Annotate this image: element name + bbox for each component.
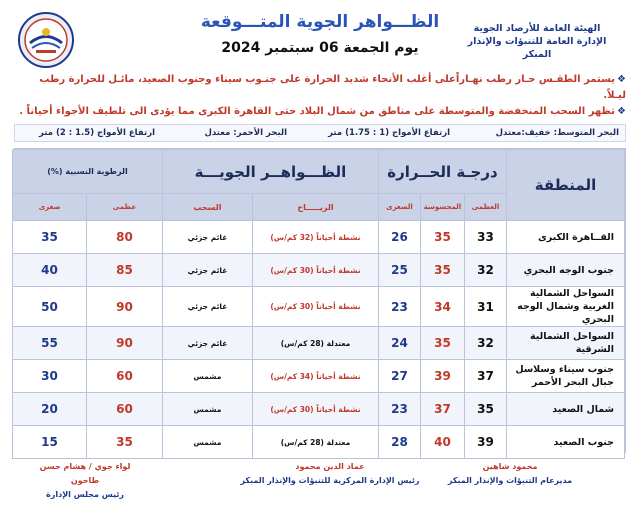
table-row <box>12 393 624 426</box>
humidity-min-cell: 20 <box>12 393 86 426</box>
footer-signatures <box>0 456 640 506</box>
bullet-icon: ❖ <box>617 106 626 117</box>
header <box>0 0 640 70</box>
clouds-header: السحب <box>162 194 252 221</box>
wind-cell: معتدلة (28 كم/س) <box>252 327 378 360</box>
signature-central-head <box>240 460 420 488</box>
page-title: الظـــواهر الجوية المتـــوقعة <box>200 12 440 32</box>
temp-min-cell: 27 <box>378 360 420 393</box>
clouds-cell: مشمس <box>162 360 252 393</box>
clouds-cell: مشمس <box>162 426 252 459</box>
temp-feels-cell: 35 <box>421 254 465 287</box>
forecast-rows <box>12 221 624 459</box>
wind-cell: نشطة أحياناً (30 كم/س) <box>252 287 378 327</box>
temp-max-cell: 31 <box>465 287 507 327</box>
humidity-min-cell: 55 <box>12 327 86 360</box>
signature-title: رئيس مجلس الإدارة <box>46 490 124 499</box>
humidity-min-cell: 30 <box>12 360 86 393</box>
summary-line-2 <box>14 104 626 120</box>
humidity-max-cell: 90 <box>86 327 162 360</box>
humidity-max-cell: 90 <box>86 287 162 327</box>
temp-max-cell: 35 <box>465 393 507 426</box>
clouds-cell: مشمس <box>162 393 252 426</box>
region-cell: السواحل الشمالية الغربية وشمال الوجه البحري <box>507 287 625 327</box>
temp-min-header: الصغرى <box>378 194 420 221</box>
region-header: المنطقة <box>507 150 625 221</box>
humidity-header: الرطوبة النسبية (%) <box>12 150 162 194</box>
humidity-min-cell: 50 <box>12 287 86 327</box>
temp-min-cell: 24 <box>378 327 420 360</box>
region-cell: القــاهرة الكبرى <box>507 221 625 254</box>
signature-name: محمود شاهين <box>482 462 538 471</box>
wind-cell: معتدلة (28 كم/س) <box>252 426 378 459</box>
region-cell: جنوب سيناء وسلاسل جبال البحر الأحمر <box>507 360 625 393</box>
humidity-min-cell: 35 <box>12 221 86 254</box>
signature-title: مديرعام التنبؤات والإنذار المبكر <box>447 476 573 485</box>
humidity-max-cell: 60 <box>86 360 162 393</box>
signature-chairman <box>25 460 145 502</box>
clouds-cell: غائم جزئي <box>162 287 252 327</box>
humidity-max-cell: 60 <box>86 393 162 426</box>
meteorological-authority-logo-icon <box>16 10 76 70</box>
humidity-min-cell: 40 <box>12 254 86 287</box>
sea-conditions <box>14 124 626 142</box>
wind-cell: نشطة أحياناً (32 كم/س) <box>252 221 378 254</box>
humidity-max-cell: 35 <box>86 426 162 459</box>
red-sea-waves: ارتفاع الأمواج (1.5 : 2) متر <box>39 128 155 138</box>
temp-max-cell: 32 <box>465 254 507 287</box>
summary-text-1: يستمر الطقـس حـار رطب نهـاراًعلى أغلب الأنحاء شديد الحرارة على جنـوب سيناء وجنوب الصعيد، مائـل للحرارة رطب ليـلاً. <box>39 74 626 101</box>
table-row <box>12 254 624 287</box>
temp-min-cell: 23 <box>378 393 420 426</box>
clouds-cell: غائم جزئي <box>162 254 252 287</box>
signature-forecast-director <box>420 460 600 488</box>
temp-max-cell: 37 <box>465 360 507 393</box>
signature-name: لواء جوي / هشام حسن طاحون <box>39 462 131 485</box>
bullet-icon: ❖ <box>617 74 626 85</box>
temp-feels-cell: 35 <box>421 221 465 254</box>
signature-name: عماد الدين محمود <box>295 462 365 471</box>
forecast-date: يوم الجمعة 06 سبتمبر 2024 <box>221 40 419 56</box>
temp-min-cell: 26 <box>378 221 420 254</box>
clouds-cell: غائم جزئي <box>162 327 252 360</box>
mediterranean-state: البحر المتوسط: خفيف:معتدل <box>495 128 619 138</box>
wind-cell: نشطة أحياناً (30 كم/س) <box>252 393 378 426</box>
forecast-summary <box>14 72 626 120</box>
weather-header: الظـــواهــر الجويـــة <box>162 150 378 194</box>
temp-feels-cell: 40 <box>421 426 465 459</box>
temp-max-cell: 39 <box>465 426 507 459</box>
table-row <box>12 327 624 360</box>
temp-min-cell: 28 <box>378 426 420 459</box>
org-line-2: الإدارة العامة للتنبؤات والإنذار المبكر <box>467 36 607 60</box>
temp-feels-cell: 37 <box>421 393 465 426</box>
humidity-max-header: عظمى <box>86 194 162 221</box>
temp-min-cell: 25 <box>378 254 420 287</box>
humidity-min-cell: 15 <box>12 426 86 459</box>
temp-max-header: العظمى <box>465 194 507 221</box>
title-block <box>190 12 450 56</box>
temperature-header: درجـة الحــرارة <box>378 150 506 194</box>
temp-max-cell: 33 <box>465 221 507 254</box>
region-cell: جنوب الصعيد <box>507 426 625 459</box>
region-cell: شمال الصعيد <box>507 393 625 426</box>
summary-line-1 <box>14 72 626 104</box>
clouds-cell: غائم جزئي <box>162 221 252 254</box>
temp-min-cell: 23 <box>378 287 420 327</box>
humidity-min-header: صغرى <box>12 194 86 221</box>
region-cell: السواحل الشمالية الشرقية <box>507 327 625 360</box>
mediterranean-waves: ارتفاع الأمواج (1 : 1.75) متر <box>328 128 450 138</box>
signature-title: رئيس الإدارة المركزية للتنبؤات والإنذار المبكر <box>240 476 420 485</box>
forecast-table-container <box>14 148 626 453</box>
table-row <box>12 426 624 459</box>
red-sea-state: البحر الأحمر: معتدل <box>204 128 287 138</box>
table-row <box>12 360 624 393</box>
summary-text-2: تظهر السحب المنخفضة والمتوسطة على مناطق من شمال البلاد حتى القاهرة الكبرى مما يؤدى الى تلطيف الأجواء أحياناً . <box>19 106 616 117</box>
humidity-max-cell: 80 <box>86 221 162 254</box>
region-cell: جنوب الوجه البحري <box>507 254 625 287</box>
temp-feels-cell: 35 <box>421 327 465 360</box>
temp-max-cell: 32 <box>465 327 507 360</box>
wind-cell: نشطة أحياناً (34 كم/س) <box>252 360 378 393</box>
table-row <box>12 287 624 327</box>
wind-cell: نشطة أحياناً (30 كم/س) <box>252 254 378 287</box>
organization-name <box>452 22 622 61</box>
temp-feels-header: المحسوسة <box>421 194 465 221</box>
forecast-table <box>12 149 625 459</box>
temp-feels-cell: 34 <box>421 287 465 327</box>
org-line-1: الهيئة العامة للأرصاد الجوية <box>473 23 601 34</box>
temp-feels-cell: 39 <box>421 360 465 393</box>
humidity-max-cell: 85 <box>86 254 162 287</box>
wind-header: الريـــــاح <box>252 194 378 221</box>
table-row <box>12 221 624 254</box>
